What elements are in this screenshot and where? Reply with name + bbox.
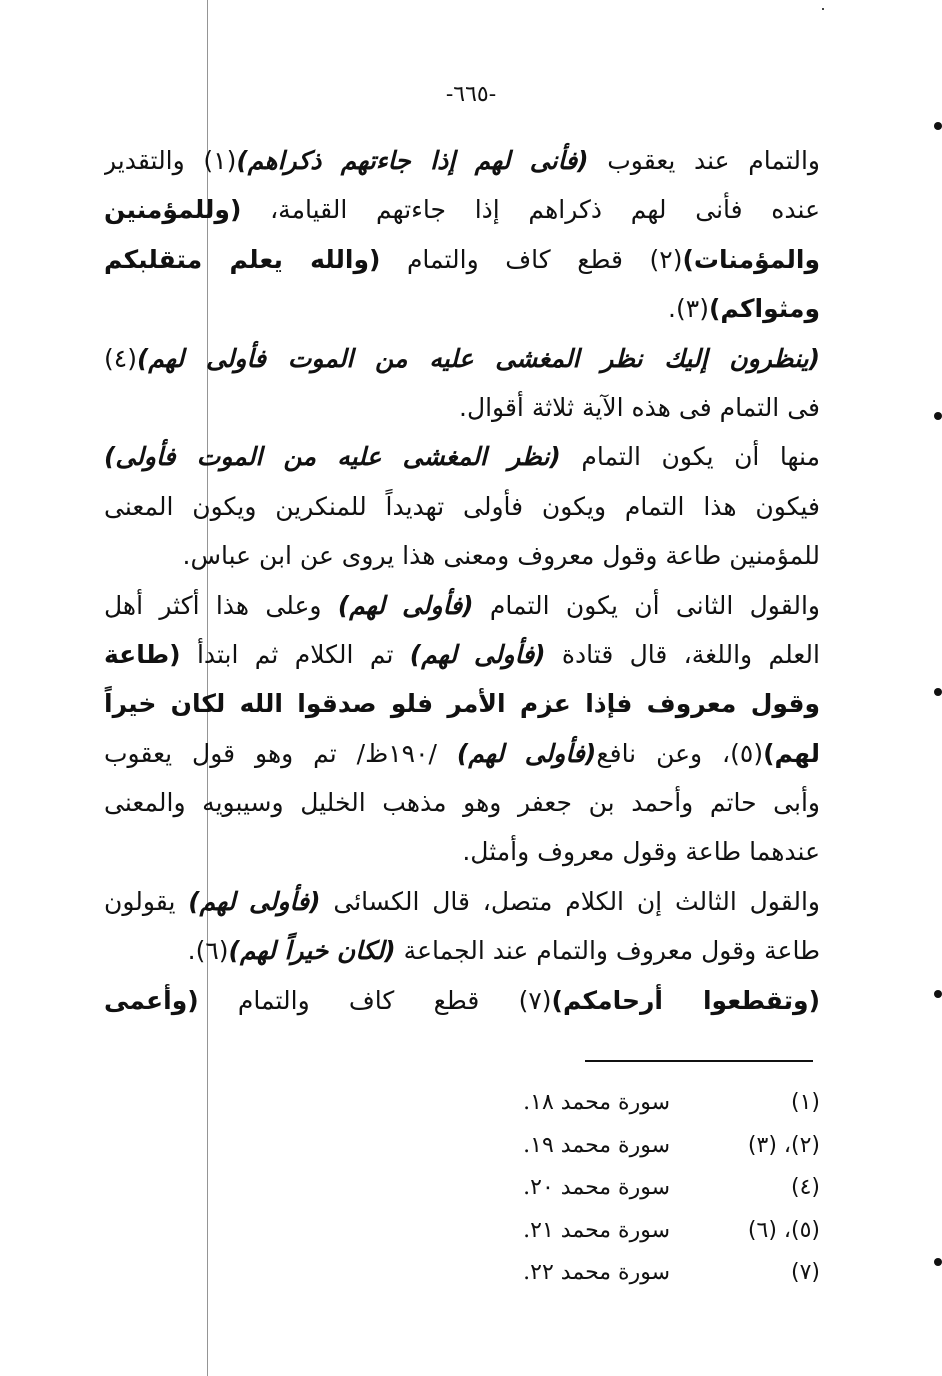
body-text [104,136,820,1025]
text-segment: العلم واللغة، قال قتادة [545,639,820,669]
text-line [104,679,820,728]
text-segment: عنده فأنى لهم ذكراهم إذا جاءتهم القيامة، [241,195,820,225]
text-segment: (٣). [668,294,709,324]
text-segment: طاعة وقول معروف والتمام عند الجماعة [395,936,820,966]
text-segment: (٥)، وعن نافع [596,738,764,768]
text-line [104,976,820,1025]
footnote [490,1125,820,1168]
quran-quote: ومثواكم) [708,294,820,324]
footnote-source: سورة محمد ١٩. [523,1132,670,1158]
text-segment: منها أن يكون التمام [560,442,820,472]
quran-quote: (وللمؤمنين [104,195,242,225]
scan-speck [822,8,824,10]
text-line [104,531,820,580]
footnote-number: (١) [790,1090,820,1115]
text-line [104,778,820,827]
text-line [104,630,820,679]
text-line [104,284,820,333]
footnote [490,1167,820,1210]
footnote-number: (٧) [790,1260,820,1285]
footnote-source: سورة محمد ٢١. [523,1217,670,1243]
edge-mark [934,412,942,420]
footnote-number: (٢)، (٣) [747,1132,820,1158]
quran-quote: (فأولى لهم) [337,590,474,620]
footnote [490,1082,820,1125]
quran-quote: والمؤمنات) [682,244,820,274]
text-segment: /١٩٠ظ/ تم وهو قول يعقوب [104,738,457,768]
text-segment: (٧) قطع كاف والتمام [198,985,552,1015]
text-line [104,136,820,185]
quran-quote: (وأعمى [104,985,199,1015]
footnote-source: سورة محمد ١٨. [523,1090,670,1115]
footnote [490,1210,820,1253]
quran-quote: وقول معروف فإذا عزم الأمر فلو صدقوا الله لكان خيراً [104,689,820,719]
quran-quote: (وتقطعوا أرحامكم) [551,985,820,1015]
quran-quote: (فأولى لهم) [456,738,597,768]
text-segment: وأبى حاتم وأحمد بن جعفر وهو مذهب الخليل وسيبويه والمعنى [104,788,820,818]
quran-quote: (فأولى لهم) [188,886,321,916]
quran-quote: لهم) [763,738,820,768]
edge-mark [934,688,942,696]
footnote-source: سورة محمد ٢٢. [523,1260,670,1285]
text-segment: (٦). [187,936,229,966]
text-segment: فيكون هذا التمام ويكون فأولى تهديداً للمنكرين ويكون المعنى [104,491,820,521]
quran-quote: (لكان خيراً لهم) [228,936,396,966]
text-segment: (١) والتقدير [104,146,237,175]
text-segment: للمؤمنين طاعة وقول معروف ومعنى هذا يروى عن ابن عباس. [182,541,820,571]
text-line [104,383,820,432]
quran-quote: (ينظرون إليك نظر المغشى عليه من الموت فأولى لهم) [136,343,820,373]
footnote [490,1252,820,1295]
footnote-number: (٥)، (٦) [747,1217,820,1243]
text-segment: والتمام عند يعقوب [588,146,820,175]
edge-mark [934,990,942,998]
text-line [104,926,820,975]
footnotes [490,1082,820,1295]
quran-quote: (نظر المغشى عليه من الموت فأولى) [104,442,561,472]
text-segment: وعلى هذا أكثر أهل [104,590,338,620]
quran-quote: (فأنى لهم إذا جاءتهم ذكراهم) [236,146,589,175]
text-segment: فى التمام فى هذه الآية ثلاثة أقوال. [459,392,820,422]
text-line [104,877,820,926]
quran-quote: (فأولى لهم) [409,639,546,669]
text-line [104,581,820,630]
quran-quote: (طاعة [104,639,181,669]
text-line [104,729,820,778]
text-line [104,827,820,876]
text-segment: والقول الثالث إن الكلام متصل، قال الكسائى [320,886,820,916]
edge-mark [934,1258,942,1266]
page-number: -٦٦٥- [445,82,497,107]
quran-quote: (والله يعلم متقلبكم [104,244,381,274]
footnote-source: سورة محمد ٢٠. [523,1175,670,1200]
text-line [104,334,820,383]
text-line [104,482,820,531]
text-line [104,432,820,481]
text-segment: يقولون [104,886,189,916]
text-segment: عندهما طاعة وقول معروف وأمثل. [462,837,820,867]
text-line [104,185,820,234]
footnote-number: (٤) [790,1175,820,1200]
edge-mark [934,122,942,130]
text-line [104,235,820,284]
text-segment: والقول الثانى أن يكون التمام [473,590,820,620]
footnote-separator [585,1060,813,1062]
text-segment: تم الكلام ثم ابتدأ [180,639,410,669]
text-segment: (٢) قطع كاف والتمام [380,244,683,274]
text-segment: (٤) [104,343,137,373]
